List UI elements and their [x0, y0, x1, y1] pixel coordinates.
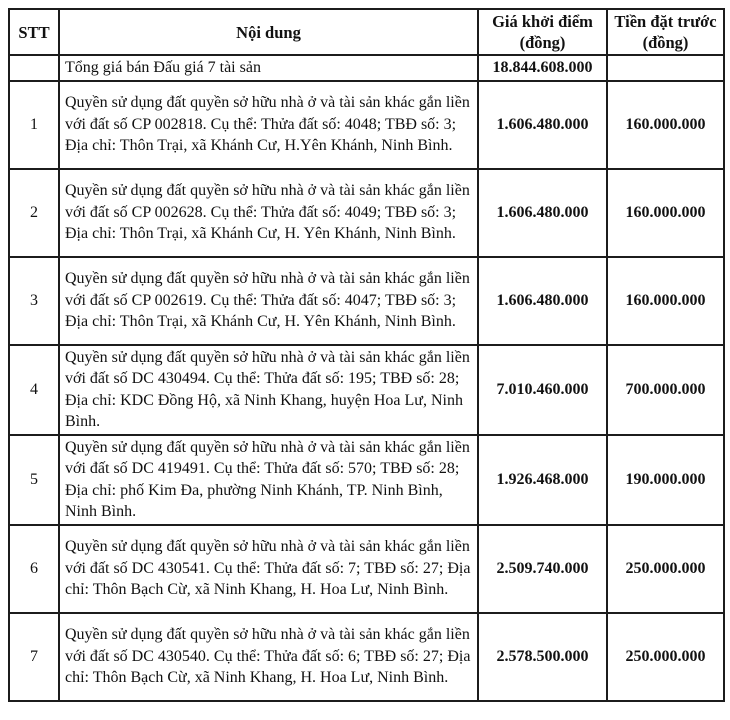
- table-row: [9, 169, 724, 257]
- row-price-cell: 1.926.468.000: [478, 435, 607, 525]
- column-header-stt: STT: [9, 9, 59, 55]
- row-stt-cell: 7: [9, 613, 59, 701]
- row-price-cell: 1.606.480.000: [478, 169, 607, 257]
- row-deposit-cell: 700.000.000: [607, 345, 724, 435]
- row-content-cell: Quyền sử dụng đất quyền sở hữu nhà ở và tài sản khác gắn liền với đất số CP 002619. Cụ thể: Thửa đất số: 4047; TBĐ số: 3; Địa chỉ: Thôn Trại, xã Khánh Cư, H. Yên Khánh, Ninh Bình.: [59, 257, 478, 345]
- summary-stt-cell: [9, 55, 59, 81]
- row-deposit-cell: 160.000.000: [607, 257, 724, 345]
- row-content-cell: Quyền sử dụng đất quyền sở hữu nhà ở và tài sản khác gắn liền với đất số DC 430494. Cụ thể: Thửa đất số: 195; TBĐ số: 28; Địa chỉ: KDC Đồng Hộ, xã Ninh Khang, huyện Hoa Lư, Ninh Bình.: [59, 345, 478, 435]
- row-content-cell: Quyền sử dụng đất quyền sở hữu nhà ở và tài sản khác gắn liền với đất số CP 002818. Cụ thể: Thửa đất số: 4048; TBĐ số: 3; Địa chỉ: Thôn Trại, xã Khánh Cư, H.Yên Khánh, Ninh Bình.: [59, 81, 478, 169]
- table-row: [9, 257, 724, 345]
- row-stt-cell: 5: [9, 435, 59, 525]
- row-stt-cell: 2: [9, 169, 59, 257]
- row-stt-cell: 3: [9, 257, 59, 345]
- summary-row: [9, 55, 724, 81]
- row-deposit-cell: 160.000.000: [607, 81, 724, 169]
- row-content-cell: Quyền sử dụng đất quyền sở hữu nhà ở và tài sản khác gắn liền với đất số DC 430541. Cụ thể: Thửa đất số: 7; TBĐ số: 27; Địa chỉ: Thôn Bạch Cừ, xã Ninh Khang, H. Hoa Lư, Ninh Bình.: [59, 525, 478, 613]
- row-price-cell: 2.578.500.000: [478, 613, 607, 701]
- row-deposit-cell: 190.000.000: [607, 435, 724, 525]
- row-stt-cell: 1: [9, 81, 59, 169]
- row-stt-cell: 6: [9, 525, 59, 613]
- summary-content-cell: Tổng giá bán Đấu giá 7 tài sản: [59, 55, 478, 81]
- column-header-price: Giá khởi điểm (đồng): [478, 9, 607, 55]
- table-row: [9, 345, 724, 435]
- row-stt-cell: 4: [9, 345, 59, 435]
- row-price-cell: 1.606.480.000: [478, 81, 607, 169]
- row-deposit-cell: 160.000.000: [607, 169, 724, 257]
- table-row: [9, 613, 724, 701]
- table-row: [9, 435, 724, 525]
- column-header-content: Nội dung: [59, 9, 478, 55]
- row-price-cell: 7.010.460.000: [478, 345, 607, 435]
- summary-deposit-cell: [607, 55, 724, 81]
- auction-assets-table: [8, 8, 725, 702]
- table-header-row: [9, 9, 724, 55]
- row-content-cell: Quyền sử dụng đất quyền sở hữu nhà ở và tài sản khác gắn liền với đất số DC 419491. Cụ thể: Thửa đất số: 570; TBĐ số: 28; Địa chỉ: phố Kim Đa, phường Ninh Khánh, TP. Ninh Bình, Ninh Bình.: [59, 435, 478, 525]
- row-content-cell: Quyền sử dụng đất quyền sở hữu nhà ở và tài sản khác gắn liền với đất số CP 002628. Cụ thể: Thửa đất số: 4049; TBĐ số: 3; Địa chỉ: Thôn Trại, xã Khánh Cư, H. Yên Khánh, Ninh Bình.: [59, 169, 478, 257]
- row-price-cell: 2.509.740.000: [478, 525, 607, 613]
- row-deposit-cell: 250.000.000: [607, 525, 724, 613]
- column-header-deposit: Tiền đặt trước (đồng): [607, 9, 724, 55]
- row-price-cell: 1.606.480.000: [478, 257, 607, 345]
- table-row: [9, 525, 724, 613]
- row-deposit-cell: 250.000.000: [607, 613, 724, 701]
- table-row: [9, 81, 724, 169]
- summary-price-cell: 18.844.608.000: [478, 55, 607, 81]
- row-content-cell: Quyền sử dụng đất quyền sở hữu nhà ở và tài sản khác gắn liền với đất số DC 430540. Cụ thể: Thửa đất số: 6; TBĐ số: 27; Địa chỉ: Thôn Bạch Cừ, xã Ninh Khang, H. Hoa Lư, Ninh Bình.: [59, 613, 478, 701]
